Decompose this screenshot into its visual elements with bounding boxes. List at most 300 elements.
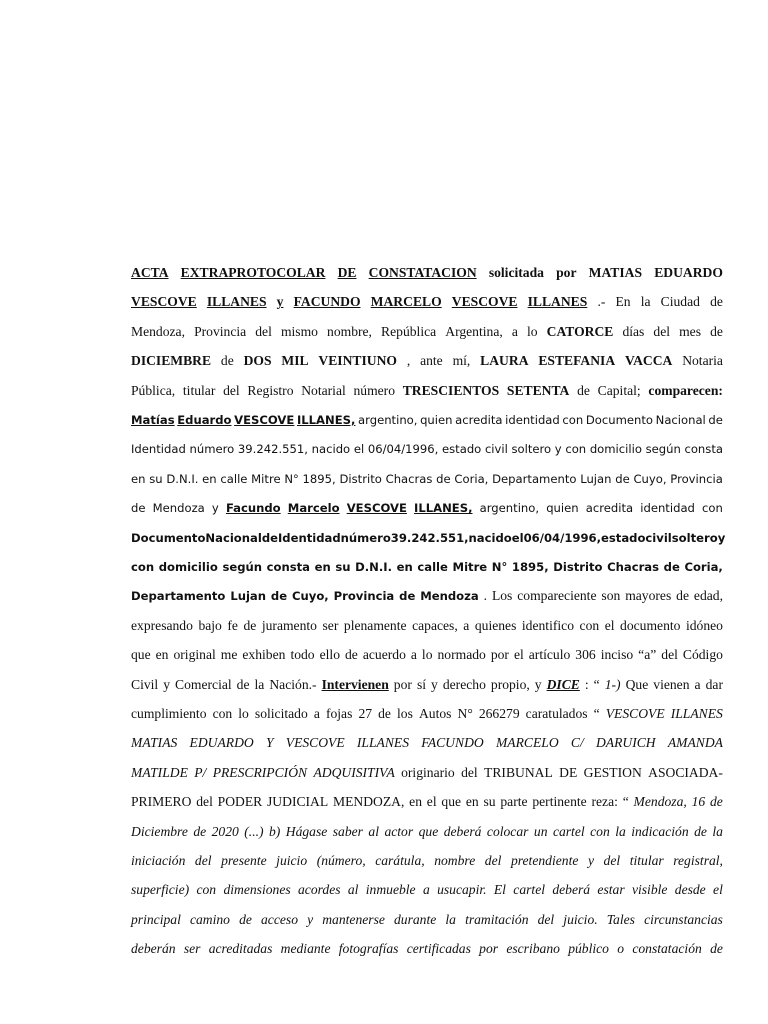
text-run: fojas xyxy=(325,706,353,721)
text-run: N° xyxy=(284,471,299,486)
text-run: VESCOVE xyxy=(451,294,518,310)
paragraph-line xyxy=(131,882,723,911)
text-run: visible xyxy=(631,882,668,898)
text-run: con xyxy=(702,501,723,516)
text-run: 2020 xyxy=(211,823,239,839)
text-run: DICE xyxy=(546,676,580,692)
text-run: parte xyxy=(500,794,528,810)
text-run: número xyxy=(189,442,235,457)
text-run: Lujan xyxy=(580,471,612,486)
text-run: C/ xyxy=(570,735,584,751)
text-run: en xyxy=(155,647,169,663)
text-run: según xyxy=(222,560,263,574)
text-run: días xyxy=(622,323,645,339)
text-run: por xyxy=(393,676,412,692)
text-run: Nacional xyxy=(205,530,262,545)
text-run: 1895, xyxy=(511,560,549,574)
text-run: titular xyxy=(629,853,664,868)
text-run: Los xyxy=(491,588,513,604)
text-run: ILLANES xyxy=(527,294,588,310)
text-run: de xyxy=(236,676,250,692)
text-run: deberá xyxy=(443,823,482,839)
text-run: Provincia xyxy=(194,323,247,339)
text-run: estado xyxy=(601,530,646,545)
text-run: de xyxy=(399,589,416,604)
paragraph-line xyxy=(131,941,723,970)
text-run: pertinente xyxy=(532,794,587,810)
text-run: DE xyxy=(559,764,578,780)
text-run: N° xyxy=(457,706,473,721)
text-run: número xyxy=(353,382,396,398)
text-run: de xyxy=(239,911,252,927)
text-run: Tales xyxy=(606,911,635,927)
text-run: los xyxy=(397,706,413,721)
text-run: comparecen: xyxy=(648,382,723,398)
paragraph-line xyxy=(131,559,723,588)
paragraph-line xyxy=(131,441,723,470)
text-run: vienen xyxy=(653,676,690,692)
text-run: consta xyxy=(266,560,310,574)
text-run: del xyxy=(653,323,671,339)
text-run: ADQUISITIVA xyxy=(313,764,395,780)
text-run: en xyxy=(202,471,217,486)
text-run: ILLANES xyxy=(356,735,410,751)
text-run: acordes xyxy=(297,882,341,898)
text-run: y xyxy=(587,853,594,868)
text-run: ILLANES xyxy=(206,294,267,310)
text-run: DOS xyxy=(243,353,272,369)
text-run: tramitación xyxy=(465,911,529,927)
text-run: me xyxy=(220,647,238,663)
text-run: Facundo xyxy=(225,501,281,516)
text-run: pretendiente xyxy=(510,853,579,868)
text-run: AMANDA xyxy=(667,735,723,751)
text-run: Coria, xyxy=(684,560,723,574)
text-run: Diciembre xyxy=(131,823,188,839)
text-run: en xyxy=(465,794,479,810)
text-run: (número, xyxy=(316,853,366,868)
text-run: acredita xyxy=(455,413,503,427)
text-run: a xyxy=(694,676,701,692)
text-run: “ xyxy=(593,676,600,692)
text-run: expresando xyxy=(131,617,193,633)
text-run: y xyxy=(163,676,171,692)
text-run: en xyxy=(396,560,413,574)
text-run: VEINTIUNO xyxy=(318,353,397,369)
text-run: mantenerse xyxy=(322,911,385,927)
paragraph-line xyxy=(131,294,723,323)
text-run: Civil xyxy=(131,676,159,692)
text-run: cartel xyxy=(552,823,585,839)
text-run: Documento xyxy=(131,530,206,545)
text-run: Chacras xyxy=(385,471,433,486)
text-run: Departamento xyxy=(131,589,226,604)
text-run: MATIAS xyxy=(588,265,643,280)
text-run: capaces, xyxy=(412,617,458,633)
text-run: constatación xyxy=(632,941,702,957)
text-run: juicio. xyxy=(563,911,598,927)
text-run: nombre, xyxy=(327,323,372,339)
text-run: PODER xyxy=(217,794,263,810)
text-run: de xyxy=(709,794,723,810)
text-run: que xyxy=(131,647,151,663)
text-run: deberán xyxy=(131,941,176,957)
text-run: por xyxy=(490,647,509,663)
text-run: calle xyxy=(220,471,248,486)
text-run: dar xyxy=(705,676,723,692)
paragraph-line xyxy=(131,412,723,441)
text-run: fotografías xyxy=(338,941,399,957)
text-run: 1-) xyxy=(604,676,621,692)
text-run: el xyxy=(426,794,437,810)
text-run: ello xyxy=(319,647,340,663)
text-run: TRESCIENTOS xyxy=(402,382,500,398)
text-run: del xyxy=(223,382,240,398)
paragraph-line xyxy=(131,735,723,764)
text-run: deberá xyxy=(552,882,591,898)
text-run: juicio xyxy=(276,853,308,868)
text-run: documento xyxy=(620,617,681,633)
text-run: En xyxy=(615,294,631,310)
text-run: quien xyxy=(420,413,453,427)
text-run: del xyxy=(196,794,213,810)
text-run: P/ xyxy=(194,764,207,780)
text-run: domicilio xyxy=(589,442,642,457)
text-run: 27 xyxy=(358,706,373,721)
text-run: civil xyxy=(484,442,508,457)
text-run: identidad xyxy=(505,413,560,427)
text-run: la xyxy=(640,294,651,310)
text-run: nombre xyxy=(434,853,476,868)
text-run: mismo xyxy=(280,323,318,339)
text-run: mayores xyxy=(625,588,672,604)
text-run: solicitada xyxy=(488,265,544,280)
text-run: el xyxy=(604,617,615,633)
text-run: y xyxy=(717,530,726,545)
text-run: acredita xyxy=(585,501,634,516)
text-run: estar xyxy=(597,882,625,898)
paragraph-line xyxy=(131,471,723,500)
paragraph-line xyxy=(131,353,723,382)
text-run: VESCOVE xyxy=(131,294,197,310)
text-run: quienes xyxy=(474,617,517,633)
text-run: carátula, xyxy=(375,853,425,868)
text-run: del xyxy=(537,911,555,927)
text-run: 16 xyxy=(691,794,706,810)
text-run: de xyxy=(708,413,723,427)
text-run: por xyxy=(556,265,577,280)
text-run: y xyxy=(211,501,219,516)
text-run: y xyxy=(554,442,562,457)
text-run: VESCOVE xyxy=(346,501,407,516)
text-run: fe xyxy=(227,617,238,633)
text-run: “a” xyxy=(638,647,657,663)
text-run: Hágase xyxy=(285,823,328,839)
text-run: (...) xyxy=(244,823,264,839)
text-run: 39.242.551, xyxy=(390,530,469,545)
text-run: acceso xyxy=(261,911,298,927)
text-run: reza: xyxy=(591,794,618,810)
text-run: cumplimiento xyxy=(131,706,207,721)
text-run: GESTION xyxy=(583,764,642,780)
text-run: que xyxy=(418,823,439,839)
text-run: saber xyxy=(332,823,363,839)
text-run: MENDOZA, xyxy=(332,794,405,810)
text-run: su xyxy=(483,794,496,810)
text-run: escribano xyxy=(506,941,560,957)
text-run: con xyxy=(579,617,600,633)
text-run: de xyxy=(676,588,690,604)
text-run: ACTA xyxy=(131,265,169,280)
text-run: 1895, xyxy=(302,471,336,486)
text-run: caratulados xyxy=(525,706,588,721)
text-run: de xyxy=(220,353,234,369)
text-run: acreditadas xyxy=(208,941,273,957)
paragraph-line xyxy=(131,677,723,706)
text-run: domicilio xyxy=(158,560,218,574)
text-run: a xyxy=(463,617,470,633)
text-run: Argentina, xyxy=(445,323,503,339)
text-run: en xyxy=(314,560,331,574)
text-run: todo xyxy=(290,647,315,663)
text-run: y xyxy=(534,676,542,692)
text-run: la xyxy=(254,676,265,692)
text-run: Ciudad xyxy=(660,294,700,310)
text-run: ante xyxy=(420,353,443,369)
text-run: de xyxy=(261,530,278,545)
text-run: circunstancias xyxy=(644,911,723,927)
text-run: o xyxy=(617,941,625,957)
text-run: Notarial xyxy=(301,382,346,398)
text-run: Distrito xyxy=(553,560,603,574)
text-run: “ xyxy=(622,794,629,810)
text-run: Mitre xyxy=(452,560,488,574)
text-run: argentino, xyxy=(479,501,540,516)
text-run: bajo xyxy=(198,617,222,633)
paragraph-line xyxy=(131,265,723,294)
text-run: Identidad xyxy=(131,442,186,457)
text-run: camino xyxy=(189,911,230,927)
text-run: y xyxy=(307,911,314,927)
text-run: de xyxy=(710,323,723,339)
text-run: en xyxy=(409,794,422,810)
text-run: ASOCIADA- xyxy=(648,764,723,780)
text-run: de xyxy=(243,617,257,633)
text-run: MIL xyxy=(281,353,309,369)
text-run: a xyxy=(410,647,417,663)
text-run: Identidad xyxy=(277,530,341,545)
text-run: de xyxy=(615,471,630,486)
text-run: de xyxy=(270,589,288,604)
text-run: civil xyxy=(645,530,672,545)
text-run: JUDICIAL xyxy=(267,794,329,810)
text-run: 266279 xyxy=(478,706,520,721)
text-run: la xyxy=(712,823,723,839)
text-run: Lujan xyxy=(230,589,267,604)
text-run: ILLANES, xyxy=(296,413,356,427)
text-run: titular xyxy=(182,382,216,398)
text-run: ser xyxy=(183,941,201,957)
text-run: público xyxy=(568,941,609,957)
text-run: EXTRAPROTOCOLAR xyxy=(180,265,326,280)
text-run: usucapir. xyxy=(437,882,487,898)
text-run: MARCELO xyxy=(495,735,559,751)
text-run: Matías xyxy=(131,413,175,427)
paragraph-line xyxy=(131,530,726,559)
text-run: acuerdo xyxy=(362,647,406,663)
text-run: DICIEMBRE xyxy=(131,353,212,369)
text-run: sí xyxy=(416,676,427,692)
text-run: inmueble xyxy=(365,882,416,898)
paragraph-line xyxy=(131,647,723,676)
text-run: el xyxy=(713,882,723,898)
paragraph-line xyxy=(131,824,723,853)
text-run: a xyxy=(422,882,430,898)
text-run: cartel xyxy=(513,882,546,898)
text-run: argentino, xyxy=(358,413,418,427)
text-run: por xyxy=(479,941,499,957)
text-run: . xyxy=(483,588,488,604)
text-run: superficie) xyxy=(131,882,190,898)
text-run: presente xyxy=(221,853,267,868)
text-run: ILLANES, xyxy=(414,501,473,516)
text-run: FACUNDO xyxy=(421,735,484,751)
text-run: de xyxy=(378,706,391,721)
text-run: TRIBUNAL xyxy=(484,764,553,780)
text-run: Que xyxy=(625,676,649,692)
text-run: Cuyo, xyxy=(292,589,329,604)
text-run: PRIMERO xyxy=(131,794,192,810)
text-run: DARUICH xyxy=(595,735,656,751)
text-run: con xyxy=(590,823,610,839)
text-run: inciso xyxy=(600,647,634,663)
text-run: el xyxy=(513,647,524,663)
text-run: el xyxy=(511,530,524,545)
text-run: CONSTATACION xyxy=(368,265,477,280)
text-run: originario xyxy=(401,764,455,780)
text-run: VESCOVE xyxy=(605,706,665,721)
text-run: Eduardo xyxy=(177,413,232,427)
text-run: identidad xyxy=(640,501,695,516)
text-run: Provincia xyxy=(333,589,395,604)
text-run: de xyxy=(193,823,207,839)
text-run: LAURA xyxy=(480,353,529,369)
text-run: juramento xyxy=(261,617,317,633)
text-run: propio, xyxy=(490,676,530,692)
text-run: lo xyxy=(526,323,538,339)
text-run: y xyxy=(431,676,438,692)
text-run: D.N.I. xyxy=(166,471,199,486)
text-run: de xyxy=(710,941,723,957)
text-run: Mendoza xyxy=(152,501,205,516)
text-run: VACCA xyxy=(625,353,673,369)
text-run: edad, xyxy=(693,588,723,604)
text-run: de xyxy=(345,647,358,663)
text-run: del xyxy=(194,853,212,868)
text-run: durante xyxy=(394,911,437,927)
text-run: Coria, xyxy=(454,471,489,486)
text-run: Notaria xyxy=(682,353,723,369)
text-run: con xyxy=(131,560,155,574)
text-run: ESTEFANIA xyxy=(538,353,616,369)
text-run: lo xyxy=(238,706,249,721)
text-run: mes xyxy=(679,323,702,339)
text-run: nacido xyxy=(468,530,512,545)
text-run: al xyxy=(347,882,359,898)
text-run: la xyxy=(615,823,626,839)
text-run: PRESCRIPCIÓN xyxy=(212,764,308,780)
text-run: soltero xyxy=(671,530,718,545)
text-run: quien xyxy=(546,501,579,516)
text-run: de xyxy=(131,501,146,516)
text-run: Capital; xyxy=(597,382,641,398)
paragraph-line xyxy=(131,383,723,412)
text-run: de xyxy=(436,471,451,486)
text-run: VESCOVE xyxy=(234,413,295,427)
text-run: Mendoza, xyxy=(131,323,185,339)
text-run: El xyxy=(493,882,506,898)
text-run: D.N.I. xyxy=(355,560,393,574)
text-run: su xyxy=(335,560,351,574)
text-run: Distrito xyxy=(339,471,382,486)
text-run: Marcelo xyxy=(287,501,340,516)
text-run: plenamente xyxy=(343,617,407,633)
text-run: nacido xyxy=(311,442,351,457)
paragraph-line xyxy=(131,324,723,353)
text-run: b) xyxy=(268,823,281,839)
text-run: que xyxy=(441,794,462,810)
text-run: son xyxy=(601,588,621,604)
text-run: mí, xyxy=(452,353,471,369)
paragraph-line xyxy=(131,794,723,823)
text-run: soltero xyxy=(511,442,552,457)
text-run: de xyxy=(694,823,707,839)
text-run: al xyxy=(368,823,379,839)
text-run: Mitre xyxy=(251,471,281,486)
text-run: según xyxy=(645,442,681,457)
text-run: colocar xyxy=(486,823,529,839)
text-run: compareciente xyxy=(517,588,597,604)
text-run: FACUNDO xyxy=(293,294,361,310)
text-run: Provincia xyxy=(670,471,723,486)
text-run: lo xyxy=(421,647,433,663)
paragraph-line xyxy=(131,706,723,735)
text-run: 06/04/1996, xyxy=(523,530,602,545)
text-run: Autos xyxy=(418,706,452,721)
text-run: ser xyxy=(322,617,339,633)
text-run: un xyxy=(533,823,548,839)
text-run: y xyxy=(276,294,284,310)
text-run: del xyxy=(661,647,678,663)
text-run: Mendoza xyxy=(420,589,479,604)
text-run: EDUARDO xyxy=(189,735,254,751)
text-run: iniciación xyxy=(131,853,186,868)
text-run: de xyxy=(577,382,590,398)
text-run: de xyxy=(663,560,680,574)
text-run: dimensiones xyxy=(223,882,291,898)
text-run: 306 xyxy=(575,647,596,663)
text-run: , xyxy=(406,353,411,369)
text-run: Y xyxy=(265,735,274,751)
text-run: Cuyo, xyxy=(633,471,667,486)
paragraph-line xyxy=(131,500,723,529)
text-run: EDUARDO xyxy=(654,265,723,280)
text-run: con xyxy=(562,413,584,427)
text-run: del xyxy=(255,323,272,339)
paragraph-line xyxy=(131,853,723,882)
text-run: CATORCE xyxy=(546,323,614,339)
text-run: el xyxy=(353,442,365,457)
